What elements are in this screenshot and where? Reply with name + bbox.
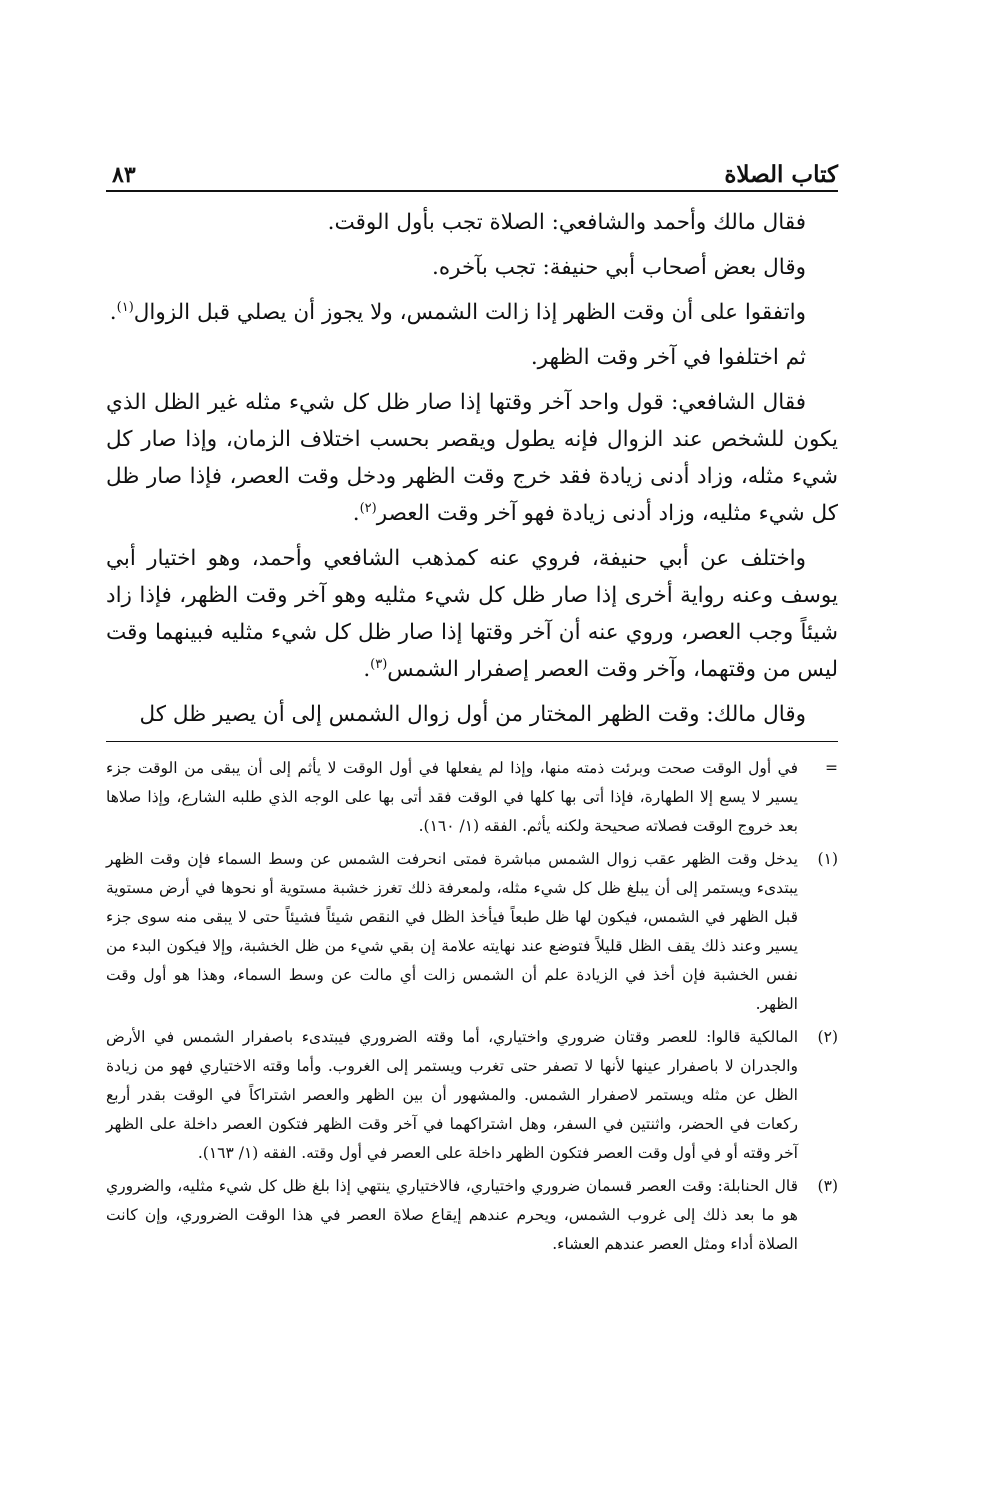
footnote-divider: [106, 741, 838, 742]
footnote-marker: (١): [817, 850, 838, 868]
running-title: كتاب الصلاة: [724, 161, 838, 188]
footnote-1: [106, 845, 838, 1019]
footnote-ref-2[interactable]: (٢): [359, 500, 377, 516]
footnote-text: في أول الوقت صحت وبرئت ذمته منها، وإذا لم يفعلها في أول الوقت لا يأثم إلى أن يبقى من الوقت جزء يسير لا يسع إلا الطهارة، فإذا أتى بها كلها في الوقت فقد أتى بها على الوجه الذي طلبه الشارع، وإذا صلاها بعد خروج الوقت فصلاته صحيحة ولكنه يأثم. الفقه (١/ ١٦٠).: [106, 759, 798, 835]
paragraph-7: وقال مالك: وقت الظهر المختار من أول زوال الشمس إلى أن يصير ظل كل: [139, 702, 806, 727]
book-page: [106, 150, 838, 1263]
footnote-continued: [106, 754, 838, 841]
footnote-text: المالكية قالوا: للعصر وقتان ضروري واختياري، أما وقته الضروري فيبتدىء باصفرار الشمس في الأرض والجدران لا باصفرار عينها لأنها لا تصفر حتى تغرب ويستمر إلى الغروب. وأما وقته الاختياري فهو من زيادة الظل عن مثله ويستمر لاصفرار الشمس. والمشهور أن بين الظهر والعصر اشتراكاً في الوقت بقدر أربع ركعات في الحضر، واثنتين في السفر، وهل اشتراكهما في آخر وقت الظهر فتكون العصر داخلة على الظهر آخر وقته أو في أول وقت العصر فتكون الظهر داخلة على العصر في أول وقته. الفقه (١/ ١٦٣).: [106, 1028, 798, 1162]
paragraph-2: وقال بعض أصحاب أبي حنيفة: تجب بآخره.: [432, 255, 806, 280]
paragraph-1: فقال مالك وأحمد والشافعي: الصلاة تجب بأول الوقت.: [327, 210, 806, 235]
footnote-ref-3[interactable]: (٣): [370, 656, 388, 672]
paragraph-5: فقال الشافعي: قول واحد آخر وقتها إذا صار ظل كل شيء مثله غير الظل الذي يكون للشخص عند الزوال فإنه يطول ويقصر بحسب اختلاف الزمان، وإذا صار كل شيء مثله، وزاد أدنى زيادة فقد خرج وقت الظهر ودخل وقت العصر، فإذا صار ظل كل شيء مثليه، وزاد أدنى زيادة فهو آخر وقت العصر$^{(٢)}$.: [106, 390, 838, 526]
footnote-ref-1[interactable]: (١): [116, 299, 134, 315]
page-header: [106, 150, 838, 192]
footnotes: [106, 754, 838, 1259]
paragraph-4: ثم اختلفوا في آخر وقت الظهر.: [530, 345, 806, 370]
paragraph-6: واختلف عن أبي حنيفة، فروي عنه كمذهب الشافعي وأحمد، وهو اختيار أبي يوسف وعنه رواية أخرى إذا صار ظل كل شيء مثليه وهو آخر وقت الظهر، فإذا زاد شيئاً وجب العصر، وروي عنه أن آخر وقتها إذا صار ظل كل شيء مثليه فبينهما وقت ليس من وقتهما، وآخر وقت العصر إصفرار الشمس$^{(٣)}$.: [106, 546, 838, 682]
footnote-3: [106, 1172, 838, 1259]
paragraph-3: واتفقوا على أن وقت الظهر إذا زالت الشمس، ولا يجوز أن يصلي قبل الزوال$^{(١)}$.: [109, 299, 806, 325]
footnote-text: يدخل وقت الظهر عقب زوال الشمس مباشرة فمتى انحرفت الشمس عن وسط السماء فإن وقت الظهر يبتدىء ويستمر إلى أن يبلغ ظل كل شيء مثله، ولمعرفة ذلك تغرز خشبة مستوية أو نحوها في أرض مستوية قبل الظهر في الشمس، فيكون لها ظل طبعاً فيأخذ الظل في النقص شيئاً فشيئاً حتى لا يبقى منه سوى جزء يسير وعند ذلك يقف الظل قليلاً فتوضع عند نهايته علامة إن بقي شيء من ظل الخشبة، وإلا فيكون البدء من نفس الخشبة فإن أخذ في الزيادة علم أن الشمس زالت أي مالت عن وسط السماء، وهذا هو أول وقت الظهر.: [106, 850, 798, 1013]
footnote-marker: =: [825, 759, 838, 777]
main-text: [106, 204, 838, 733]
footnote-marker: (٢): [817, 1028, 838, 1046]
page-number: ٨٣: [112, 162, 136, 188]
footnote-2: [106, 1023, 838, 1168]
footnote-marker: (٣): [817, 1177, 838, 1195]
footnote-text: قال الحنابلة: وقت العصر قسمان ضروري واختياري، فالاختياري ينتهي إذا بلغ ظل كل شيء مثليه، والضروري هو ما بعد ذلك إلى غروب الشمس، ويحرم عندهم إيقاع صلاة العصر في هذا الوقت الضروري، وإن كانت الصلاة أداء ومثل العصر عندهم العشاء.: [106, 1177, 798, 1253]
